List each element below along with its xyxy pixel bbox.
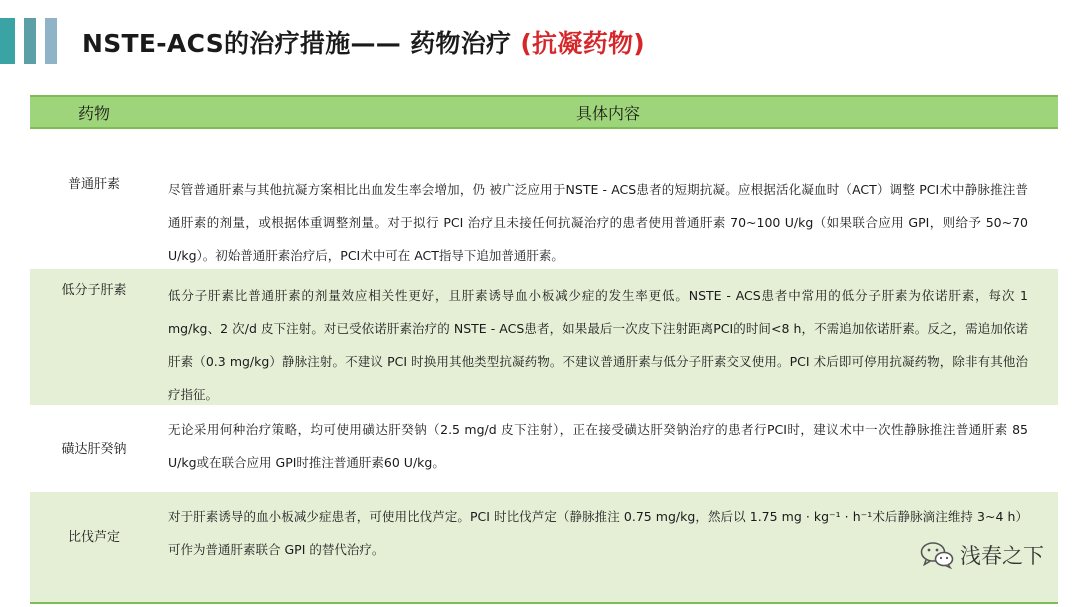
column-header-drug: 药物 bbox=[77, 103, 110, 123]
column-header-content: 具体内容 bbox=[575, 103, 640, 123]
drug-name: 比伐芦定 bbox=[67, 530, 120, 545]
title-highlight: (抗凝药物) bbox=[520, 29, 645, 58]
table-row bbox=[30, 492, 1058, 602]
table-header bbox=[30, 95, 1058, 129]
table-row bbox=[30, 129, 1058, 269]
drug-name: 磺达肝癸钠 bbox=[61, 442, 127, 457]
drug-content: 无论采用何种治疗策略，均可使用磺达肝癸钠（2.5 mg/d 皮下注射），正在接受磺达肝癸钠治疗的患者行PCI时，建议术中一次性静脉推注普通肝素 85 U/kg或在联合应用 GPI时推注普通肝素60 U/kg。 bbox=[168, 422, 1028, 470]
watermark-text: 浅春之下 bbox=[960, 544, 1044, 568]
drug-content: 低分子肝素比普通肝素的剂量效应相关性更好，且肝素诱导血小板减少症的发生率更低。NSTE - ACS患者中常用的低分子肝素为依诺肝素，每次 1 mg/kg、2 次/d 皮下注射。对已受依诺肝素治疗的 NSTE - ACS患者，如果最后一次皮下注射距离PCI的时间<8 h，不需追加依诺肝素。反之，需追加依诺肝素（0.3 mg/kg）静脉注射。不建议 PCI 时换用其他类型抗凝药物。不建议普通肝素与低分子肝素交叉使用。PCI 术后即可停用抗凝药物，除非有其他治疗指征。 bbox=[168, 288, 1028, 402]
drug-name: 普通肝素 bbox=[67, 177, 120, 192]
drug-content: 尽管普通肝素与其他抗凝方案相比出血发生率会增加，仍 被广泛应用于NSTE - ACS患者的短期抗凝。应根据活化凝血时（ACT）调整 PCI术中静脉推注普通肝素的剂量，或根据体重调整剂量。对于拟行 PCI 治疗且未接任何抗凝治疗的患者使用普通肝素 70~100 U/kg（如果联合应用 GPI，则给予 50~70 U/kg）。初始普通肝素治疗后，PCI术中可在 ACT指导下追加普通肝素。 bbox=[168, 182, 1028, 263]
title-main: NSTE-ACS的治疗措施—— 药物治疗 bbox=[82, 29, 512, 58]
watermark bbox=[920, 540, 1044, 570]
table-bottom-border bbox=[30, 602, 1058, 604]
table-row bbox=[30, 269, 1058, 405]
accent-bar-3 bbox=[45, 18, 57, 64]
accent-bar-2 bbox=[24, 18, 36, 64]
table-row bbox=[30, 405, 1058, 492]
drug-name: 低分子肝素 bbox=[61, 283, 127, 298]
wechat-icon bbox=[920, 541, 954, 569]
accent-bar-1 bbox=[0, 18, 15, 64]
anticoagulant-table bbox=[30, 95, 1058, 604]
page-title bbox=[82, 24, 645, 60]
drug-content: 对于肝素诱导的血小板减少症患者，可使用比伐芦定。PCI 时比伐芦定（静脉推注 0.75 mg/kg，然后以 1.75 mg · kg⁻¹ · h⁻¹术后静脉滴注维持 3~4 h）可作为普通肝素联合 GPI 的替代治疗。 bbox=[168, 509, 1028, 557]
